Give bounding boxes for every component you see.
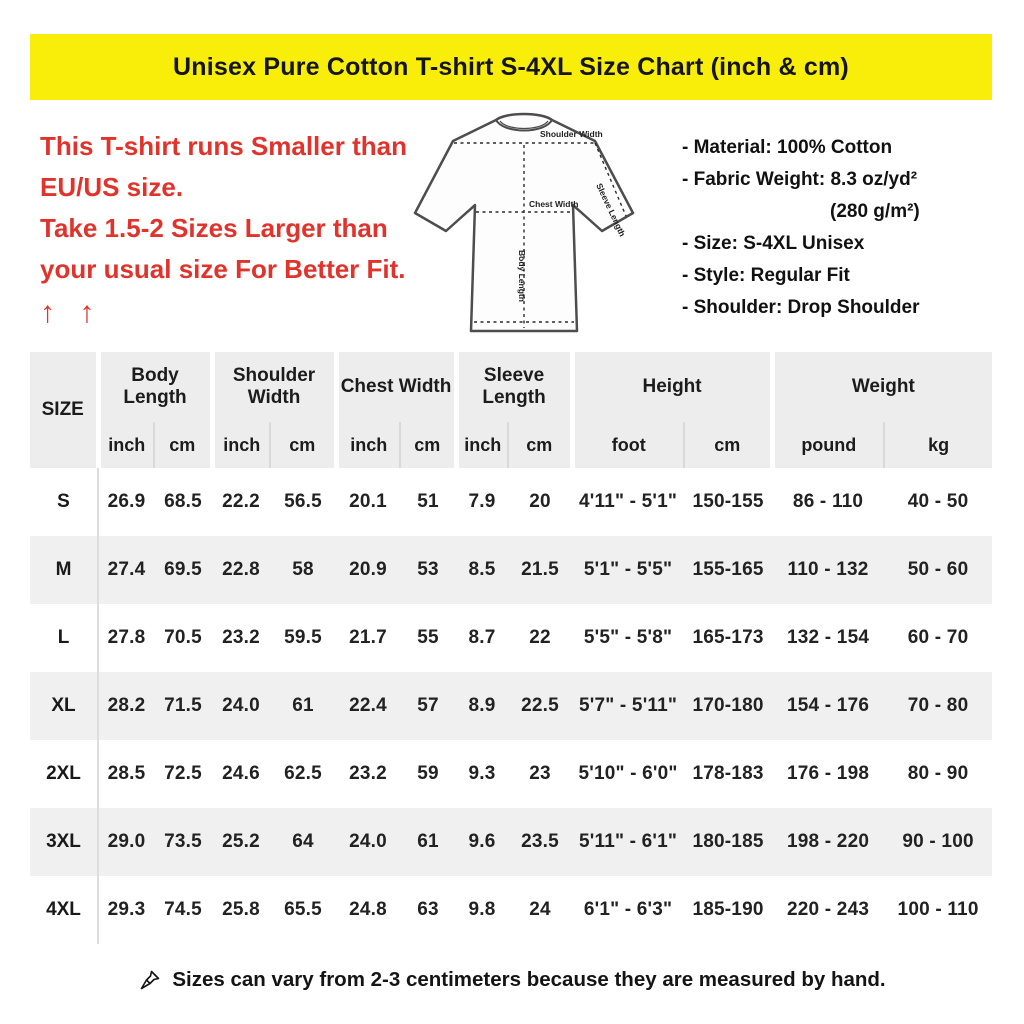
value-cell: 5'10" - 6'0"	[578, 763, 678, 784]
value-cell: 7.9	[468, 491, 496, 512]
value-cell: 150-155	[692, 491, 764, 512]
value-cell: 86 - 110	[792, 491, 864, 512]
col-unit-header: foot	[572, 422, 684, 468]
value-cell: 28.5	[107, 763, 146, 784]
col-group-header: Chest Width	[336, 352, 456, 422]
col-group-header: Height	[572, 352, 772, 422]
value-cell: 22.2	[222, 491, 260, 512]
value-cell: 72.5	[164, 763, 202, 784]
value-cell: 180-185	[692, 831, 764, 852]
value-cell: 5'1" - 5'5"	[583, 559, 673, 580]
value-cell: 185-190	[692, 899, 764, 920]
col-unit-header: cm	[400, 422, 456, 468]
value-cell: 40 - 50	[907, 491, 969, 512]
table-row	[30, 468, 992, 536]
col-unit-header: pound	[772, 422, 884, 468]
value-cell: 5'5" - 5'8"	[583, 627, 673, 648]
value-cell: 60 - 70	[907, 627, 969, 648]
value-cell: 26.9	[107, 491, 146, 512]
value-cell: 24.0	[349, 831, 387, 852]
col-unit-header: inch	[98, 422, 154, 468]
value-cell: 56.5	[284, 491, 322, 512]
value-cell: 24.0	[222, 695, 260, 716]
value-cell: 23.2	[349, 763, 387, 784]
size-cell: 4XL	[30, 876, 98, 944]
col-unit-header: inch	[336, 422, 400, 468]
warning-line: This T-shirt runs Smaller than	[40, 131, 407, 161]
value-cell: 5'7" - 5'11"	[578, 695, 678, 716]
value-cell: 9.8	[468, 899, 496, 920]
value-cell: 64	[292, 831, 314, 852]
spec-item: - Size: S-4XL Unisex	[682, 233, 865, 254]
value-cell: 70 - 80	[907, 695, 969, 716]
warning-line: Take 1.5-2 Sizes Larger than	[40, 213, 388, 243]
warning-line: EU/US size.	[40, 172, 184, 202]
fit-warning	[40, 126, 430, 333]
value-cell: 9.6	[468, 831, 496, 852]
value-cell: 23.2	[222, 627, 260, 648]
value-cell: 21.7	[349, 627, 387, 648]
value-cell: 24	[529, 899, 551, 920]
tshirt-diagram	[398, 100, 650, 348]
value-cell: 55	[417, 627, 439, 648]
value-cell: 61	[292, 695, 314, 716]
value-cell: 25.8	[222, 899, 260, 920]
value-cell: 100 - 110	[897, 899, 979, 920]
value-cell: 51	[417, 491, 439, 512]
table-header	[30, 352, 992, 468]
col-group-header: Body Length	[98, 352, 212, 422]
footnote-text: Sizes can vary from 2-3 centimeters because they are measured by hand.	[172, 968, 886, 991]
value-cell: 70.5	[164, 627, 202, 648]
value-cell: 53	[417, 559, 439, 580]
sleeve-length-label: Sleeve Length	[594, 181, 628, 239]
value-cell: 110 - 132	[787, 559, 869, 580]
value-cell: 22.5	[521, 695, 559, 716]
value-cell: 28.2	[107, 695, 146, 716]
value-cell: 198 - 220	[787, 831, 870, 852]
value-cell: 57	[417, 695, 439, 716]
value-cell: 155-165	[692, 559, 764, 580]
col-unit-header: inch	[456, 422, 508, 468]
value-cell: 65.5	[284, 899, 322, 920]
size-table	[30, 352, 992, 944]
value-cell: 27.4	[107, 559, 146, 580]
value-cell: 20.1	[349, 491, 387, 512]
table-row	[30, 876, 992, 944]
product-specs	[682, 132, 1012, 324]
spec-item: (280 g/m²)	[830, 201, 920, 222]
value-cell: 74.5	[164, 899, 202, 920]
value-cell: 90 - 100	[902, 831, 974, 852]
value-cell: 80 - 90	[907, 763, 969, 784]
value-cell: 8.9	[468, 695, 496, 716]
col-unit-header: inch	[212, 422, 270, 468]
title-banner	[30, 34, 992, 100]
value-cell: 68.5	[164, 491, 202, 512]
value-cell: 27.8	[107, 627, 146, 648]
spec-item: - Shoulder: Drop Shoulder	[682, 297, 920, 318]
shoulder-width-label: Shoulder Width	[540, 129, 603, 139]
size-cell: L	[30, 604, 98, 672]
spec-item: - Material: 100% Cotton	[682, 137, 893, 158]
table-body	[30, 468, 992, 944]
spec-item: - Style: Regular Fit	[682, 265, 850, 286]
value-cell: 178-183	[692, 763, 764, 784]
value-cell: 59	[417, 763, 439, 784]
value-cell: 9.3	[468, 763, 496, 784]
table-row	[30, 536, 992, 604]
col-unit-header: cm	[154, 422, 212, 468]
up-arrows-icon: ↑ ↑	[40, 296, 103, 329]
tshirt-outline-icon	[398, 100, 650, 348]
value-cell: 5'11" - 6'1"	[578, 831, 678, 852]
value-cell: 29.0	[107, 831, 146, 852]
footnote	[0, 956, 1024, 1004]
value-cell: 22.8	[222, 559, 260, 580]
value-cell: 25.2	[222, 831, 260, 852]
col-unit-header: cm	[684, 422, 772, 468]
table-row	[30, 604, 992, 672]
col-header-size: SIZE	[30, 352, 98, 468]
value-cell: 69.5	[164, 559, 202, 580]
value-cell: 23.5	[521, 831, 559, 852]
value-cell: 62.5	[284, 763, 322, 784]
value-cell: 63	[417, 899, 439, 920]
value-cell: 21.5	[521, 559, 559, 580]
size-cell: XL	[30, 672, 98, 740]
col-group-header: Shoulder Width	[212, 352, 336, 422]
value-cell: 170-180	[692, 695, 764, 716]
value-cell: 132 - 154	[787, 627, 870, 648]
size-cell: 3XL	[30, 808, 98, 876]
value-cell: 58	[292, 559, 314, 580]
col-unit-header: cm	[508, 422, 572, 468]
value-cell: 154 - 176	[787, 695, 870, 716]
col-unit-header: kg	[884, 422, 992, 468]
warning-line: your usual size For Better Fit.	[40, 254, 406, 284]
table-row	[30, 672, 992, 740]
value-cell: 71.5	[164, 695, 202, 716]
value-cell: 59.5	[284, 627, 322, 648]
value-cell: 73.5	[164, 831, 202, 852]
value-cell: 8.7	[468, 627, 496, 648]
value-cell: 50 - 60	[907, 559, 969, 580]
value-cell: 29.3	[107, 899, 146, 920]
body-length-label: Body Length	[517, 250, 527, 302]
value-cell: 22	[529, 627, 551, 648]
size-cell: M	[30, 536, 98, 604]
col-unit-header: cm	[270, 422, 336, 468]
table-row	[30, 740, 992, 808]
spec-item: - Fabric Weight: 8.3 oz/yd²	[682, 169, 918, 190]
value-cell: 23	[529, 763, 551, 784]
page-title: Unisex Pure Cotton T-shirt S-4XL Size Chart (inch & cm)	[173, 52, 849, 81]
table-row	[30, 808, 992, 876]
value-cell: 22.4	[349, 695, 387, 716]
col-group-header: Weight	[772, 352, 992, 422]
value-cell: 24.6	[222, 763, 260, 784]
pushpin-icon	[138, 968, 162, 992]
value-cell: 8.5	[468, 559, 496, 580]
size-cell: 2XL	[30, 740, 98, 808]
size-cell: S	[30, 468, 98, 536]
value-cell: 176 - 198	[787, 763, 870, 784]
value-cell: 220 - 243	[787, 899, 870, 920]
value-cell: 165-173	[692, 627, 764, 648]
chest-width-label: Chest Width	[529, 199, 579, 209]
value-cell: 4'11" - 5'1"	[578, 491, 678, 512]
col-group-header: Sleeve Length	[456, 352, 572, 422]
value-cell: 24.8	[349, 899, 387, 920]
value-cell: 6'1" - 6'3"	[583, 899, 673, 920]
value-cell: 20.9	[349, 559, 387, 580]
value-cell: 61	[417, 831, 439, 852]
value-cell: 20	[529, 491, 551, 512]
